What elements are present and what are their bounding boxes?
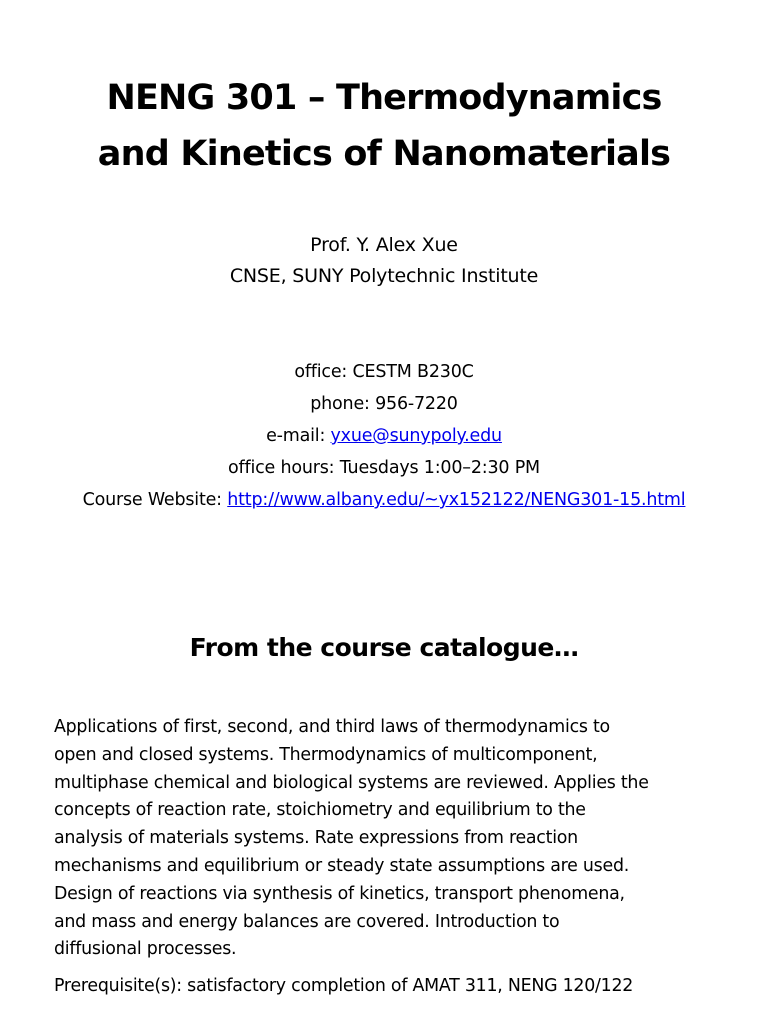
office-info: office: CESTM B230C xyxy=(294,362,474,382)
catalogue-heading: From the course catalogue… xyxy=(189,633,579,662)
email-line xyxy=(0,420,768,452)
description-line: Design of reactions via synthesis of kinetics, transport phenomena, xyxy=(54,883,625,904)
website-line xyxy=(0,484,768,516)
contact-block xyxy=(0,356,768,516)
author-affiliation: CNSE, SUNY Polytechnic Institute xyxy=(229,265,539,287)
description-line: analysis of materials systems. Rate expressions from reaction xyxy=(54,828,578,849)
email-link[interactable]: yxue@sunypoly.edu xyxy=(330,426,502,446)
description-line: open and closed systems. Thermodynamics of multicomponent, xyxy=(54,744,598,765)
website-link[interactable]: http://www.albany.edu/~yx152122/NENG301-15.html xyxy=(227,490,686,510)
author-name: Prof. Y. Alex Xue xyxy=(310,234,458,256)
description-line: multiphase chemical and biological systems are reviewed. Applies the xyxy=(54,772,649,793)
page-title xyxy=(0,70,768,182)
description-line: and mass and energy balances are covered. Introduction to xyxy=(54,911,560,932)
office-hours-info: office hours: Tuesdays 1:00–2:30 PM xyxy=(228,458,540,478)
title-line-1: NENG 301 – Thermodynamics xyxy=(106,78,662,118)
email-label: e-mail: xyxy=(266,426,331,446)
description-line: concepts of reaction rate, stoichiometry and equilibrium to the xyxy=(54,800,586,821)
description-line: diffusional processes. xyxy=(54,939,237,960)
title-line-2: and Kinetics of Nanomaterials xyxy=(97,134,671,174)
course-description xyxy=(54,714,734,964)
website-label: Course Website: xyxy=(82,490,228,510)
description-line: Applications of first, second, and third laws of thermodynamics to xyxy=(54,717,610,737)
phone-info: phone: 956-7220 xyxy=(310,394,458,414)
description-line: mechanisms and equilibrium or steady state assumptions are used. xyxy=(54,855,630,876)
author-block xyxy=(0,230,768,292)
prerequisite-text: Prerequisite(s): satisfactory completion of AMAT 311, NENG 120/122 xyxy=(54,976,634,996)
